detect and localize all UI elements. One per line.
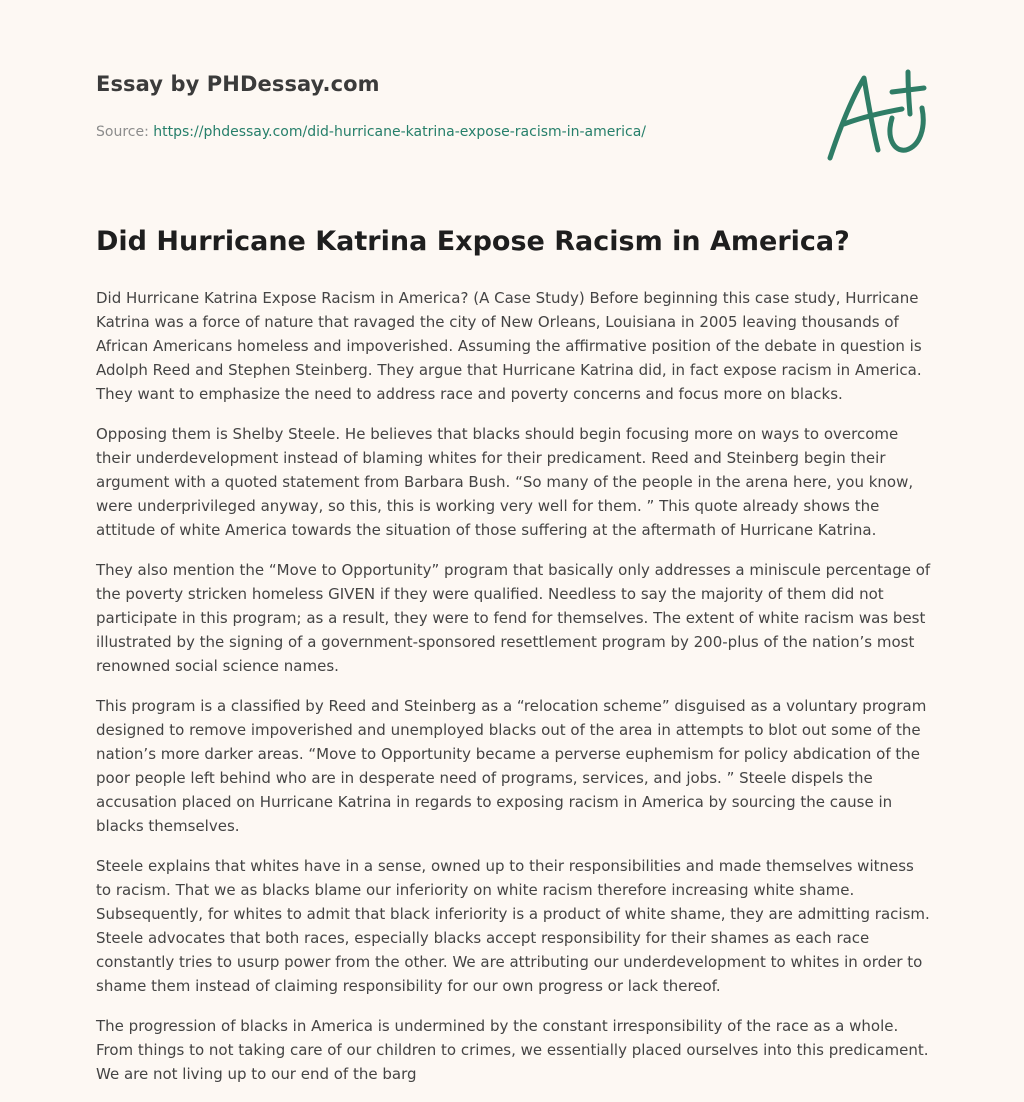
essay-paragraph: The progression of blacks in America is undermined by the constant irresponsibility of the race as a whole. From things to not taking care of our children to crimes, we essentially placed ourselves into this predicament. We are not living up to our end of the barg [96, 1017, 929, 1083]
essay-title: Did Hurricane Katrina Expose Racism in America? [96, 226, 850, 257]
essay-paragraph: Did Hurricane Katrina Expose Racism in America? (A Case Study) Before beginning this case study, Hurricane Katrina was a force of nature that ravaged the city of New Orleans, Louisiana in 2005 leaving thousands of African Americans homeless and impoverished. Assuming the affirmative position of the debate in question is Adolph Reed and Stephen Steinberg. They argue that Hurricane Katrina did, in fact expose racism in America. They want to emphasize the need to address race and poverty concerns and focus more on blacks. [96, 289, 922, 403]
essay-header [96, 72, 928, 182]
essay-paragraph: This program is a classified by Reed and Steinberg as a “relocation scheme” disguised as a voluntary program designed to remove impoverished and unemployed blacks out of the area in attempts to blot out some of the nation’s more darker areas. “Move to Opportunity became a perverse euphemism for policy abdication of the poor people left behind who are in desperate need of programs, services, and jobs. ” Steele dispels the accusation placed on Hurricane Katrina in regards to exposing racism in America by sourcing the cause in blacks themselves. [96, 697, 927, 835]
site-brand: Essay by PHDessay.com [96, 72, 380, 96]
essay-body [96, 286, 932, 1102]
essay-paragraph: They also mention the “Move to Opportunity” program that basically only addresses a miniscule percentage of the poverty stricken homeless GIVEN if they were qualified. Needless to say the majority of them did not participate in this program; as a result, they were to fend for themselves. The extent of white racism was best illustrated by the signing of a government-sponsored resettlement program by 200-plus of the nation’s most renowned social science names. [96, 561, 931, 675]
essay-paragraph: Opposing them is Shelby Steele. He believes that blacks should begin focusing more on ways to overcome their underdevelopment instead of blaming whites for their predicament. Reed and Steinberg begin their argument with a quoted statement from Barbara Bush. “So many of the people in the arena here, you know, were underprivileged anyway, so this, this is working very well for them. ” This quote already shows the attitude of white America towards the situation of those suffering at the aftermath of Hurricane Katrina. [96, 425, 914, 539]
essay-paragraph: Steele explains that whites have in a sense, owned up to their responsibilities and made themselves witness to racism. That we as blacks blame our inferiority on white racism therefore increasing white shame. Subsequently, for whites to admit that black inferiority is a product of white shame, they are admitting racism. Steele advocates that both races, especially blacks accept responsibility for their shames as each race constantly tries to usurp power from the other. We are attributing our underdevelopment to whites in order to shame them instead of claiming responsibility for our own progress or lack thereof. [96, 857, 930, 995]
source-label: Source: [96, 124, 154, 140]
source-line [96, 124, 646, 140]
source-link[interactable]: https://phdessay.com/did-hurricane-katrina-expose-racism-in-america/ [153, 124, 646, 140]
a-plus-grade-icon [822, 66, 932, 166]
